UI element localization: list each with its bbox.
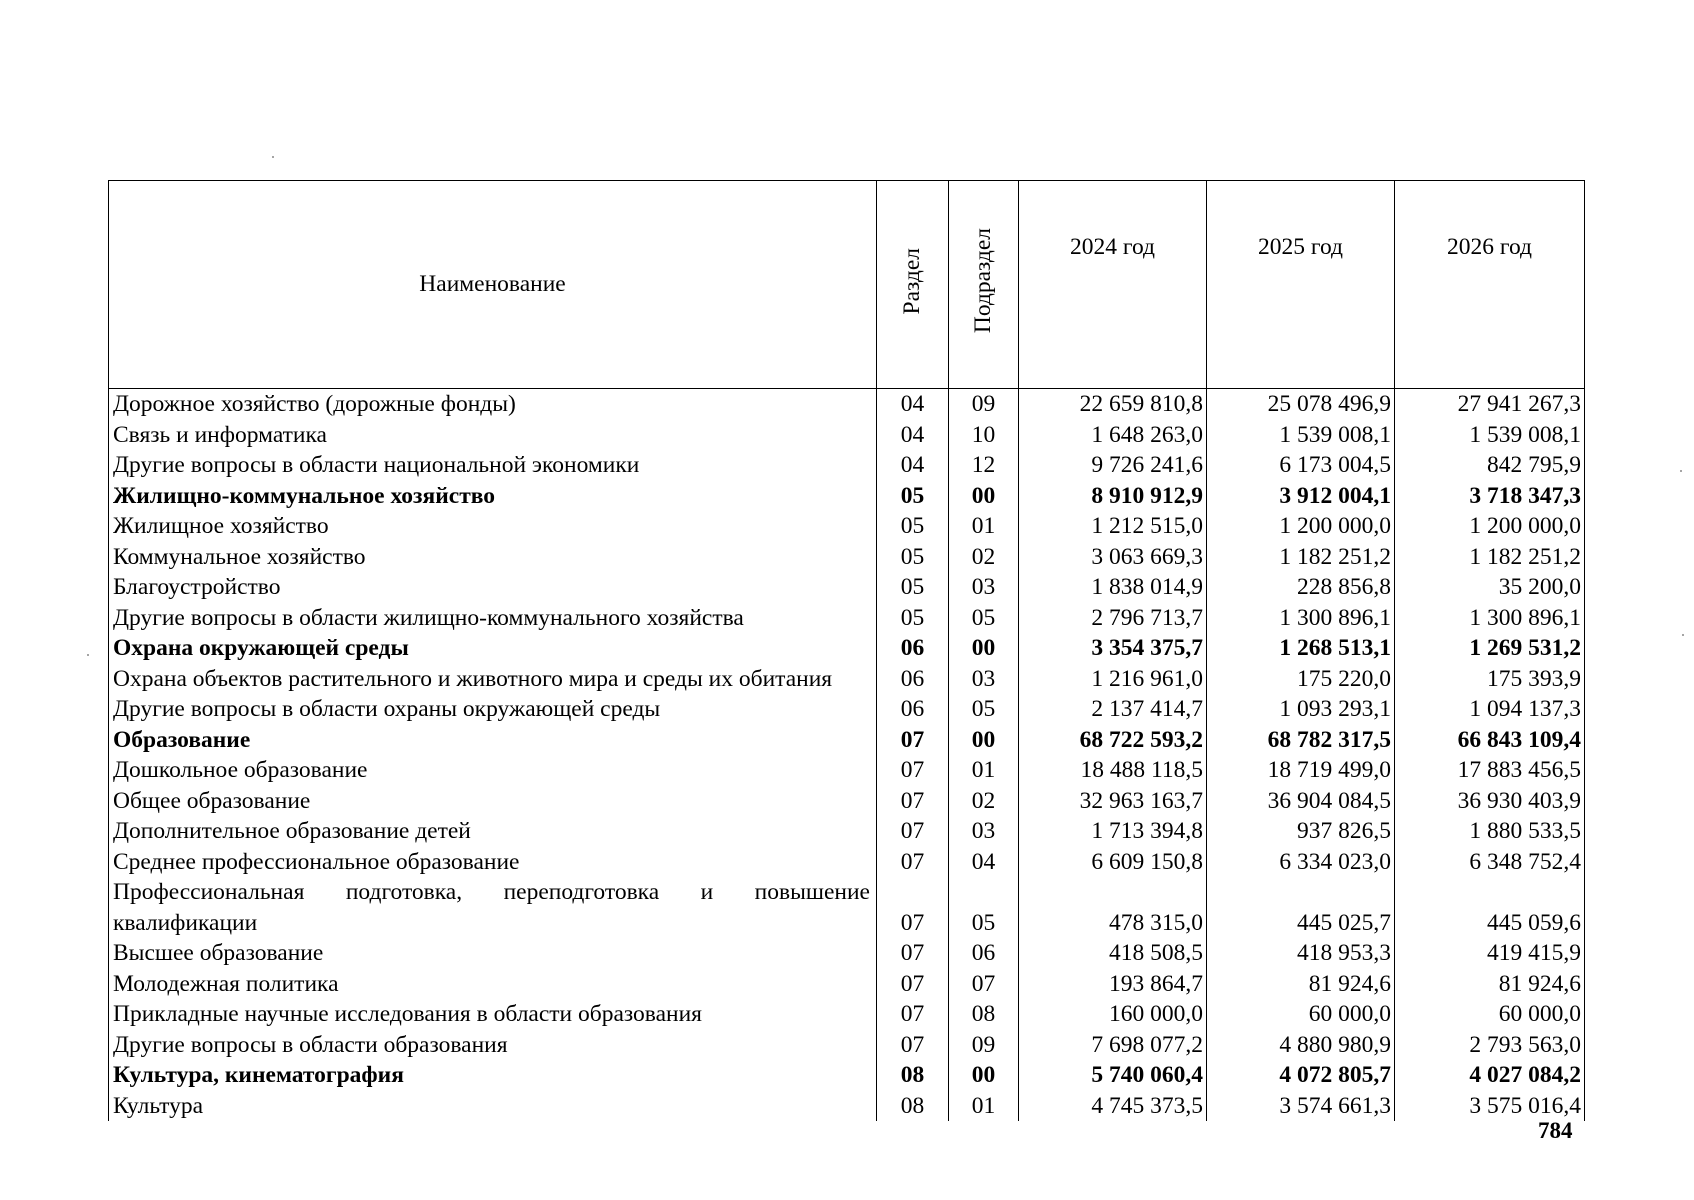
cell-2025: 228 856,8 xyxy=(1207,572,1395,603)
cell-2025: 175 220,0 xyxy=(1207,664,1395,695)
cell-2026: 419 415,9 xyxy=(1395,938,1585,969)
cell-2025: 937 826,5 xyxy=(1207,816,1395,847)
cell-2025: 445 025,7 xyxy=(1207,877,1395,938)
cell-2024: 3 063 669,3 xyxy=(1019,542,1207,573)
cell-2025: 1 539 008,1 xyxy=(1207,420,1395,451)
header-2024: 2024 год xyxy=(1019,181,1207,389)
scan-speck xyxy=(1682,634,1684,636)
table-row xyxy=(109,572,1585,603)
header-2026: 2026 год xyxy=(1395,181,1585,389)
cell-subsection: 00 xyxy=(949,481,1019,512)
cell-name: Другие вопросы в области национальной экономики xyxy=(109,450,877,481)
cell-2026: 3 575 016,4 xyxy=(1395,1091,1585,1122)
cell-name: Другие вопросы в области жилищно-коммунального хозяйства xyxy=(109,603,877,634)
cell-2025: 68 782 317,5 xyxy=(1207,725,1395,756)
cell-2026: 1 200 000,0 xyxy=(1395,511,1585,542)
cell-2024: 2 796 713,7 xyxy=(1019,603,1207,634)
table-row xyxy=(109,420,1585,451)
table-row xyxy=(109,755,1585,786)
cell-2026: 27 941 267,3 xyxy=(1395,389,1585,420)
cell-subsection: 01 xyxy=(949,511,1019,542)
cell-section: 04 xyxy=(877,450,949,481)
cell-2026: 3 718 347,3 xyxy=(1395,481,1585,512)
table-row xyxy=(109,1091,1585,1122)
table-row xyxy=(109,1060,1585,1091)
scan-speck xyxy=(87,654,89,656)
cell-2025: 6 173 004,5 xyxy=(1207,450,1395,481)
cell-subsection: 03 xyxy=(949,664,1019,695)
cell-2024: 1 648 263,0 xyxy=(1019,420,1207,451)
cell-2024: 6 609 150,8 xyxy=(1019,847,1207,878)
cell-2024: 3 354 375,7 xyxy=(1019,633,1207,664)
cell-2024: 1 838 014,9 xyxy=(1019,572,1207,603)
cell-2025: 1 093 293,1 xyxy=(1207,694,1395,725)
cell-2024: 68 722 593,2 xyxy=(1019,725,1207,756)
cell-name: Высшее образование xyxy=(109,938,877,969)
cell-name: Дошкольное образование xyxy=(109,755,877,786)
cell-subsection: 03 xyxy=(949,816,1019,847)
cell-subsection: 01 xyxy=(949,1091,1019,1122)
cell-subsection: 02 xyxy=(949,786,1019,817)
cell-subsection: 10 xyxy=(949,420,1019,451)
cell-section: 08 xyxy=(877,1091,949,1122)
cell-section: 06 xyxy=(877,633,949,664)
cell-2024: 193 864,7 xyxy=(1019,969,1207,1000)
header-subsection: Подраздел xyxy=(970,228,996,334)
cell-subsection: 00 xyxy=(949,725,1019,756)
cell-2026: 445 059,6 xyxy=(1395,877,1585,938)
table-row xyxy=(109,603,1585,634)
cell-section: 07 xyxy=(877,725,949,756)
cell-2024: 1 713 394,8 xyxy=(1019,816,1207,847)
cell-subsection: 07 xyxy=(949,969,1019,1000)
cell-name: Дополнительное образование детей xyxy=(109,816,877,847)
cell-2026: 1 880 533,5 xyxy=(1395,816,1585,847)
cell-2026: 4 027 084,2 xyxy=(1395,1060,1585,1091)
cell-subsection: 08 xyxy=(949,999,1019,1030)
cell-2025: 18 719 499,0 xyxy=(1207,755,1395,786)
header-name: Наименование xyxy=(109,181,877,389)
cell-2026: 1 094 137,3 xyxy=(1395,694,1585,725)
cell-subsection: 09 xyxy=(949,1030,1019,1061)
cell-subsection: 05 xyxy=(949,694,1019,725)
table-row xyxy=(109,633,1585,664)
cell-2026: 1 539 008,1 xyxy=(1395,420,1585,451)
cell-2024: 5 740 060,4 xyxy=(1019,1060,1207,1091)
cell-2025: 60 000,0 xyxy=(1207,999,1395,1030)
cell-section: 05 xyxy=(877,603,949,634)
table-row xyxy=(109,694,1585,725)
table-row xyxy=(109,847,1585,878)
cell-name: Образование xyxy=(109,725,877,756)
cell-2025: 1 300 896,1 xyxy=(1207,603,1395,634)
cell-section: 07 xyxy=(877,1030,949,1061)
table-row xyxy=(109,969,1585,1000)
cell-2024: 418 508,5 xyxy=(1019,938,1207,969)
cell-section: 05 xyxy=(877,481,949,512)
cell-2024: 160 000,0 xyxy=(1019,999,1207,1030)
header-section: Раздел xyxy=(899,247,925,315)
cell-name: Благоустройство xyxy=(109,572,877,603)
cell-2026: 2 793 563,0 xyxy=(1395,1030,1585,1061)
cell-name: Охрана окружающей среды xyxy=(109,633,877,664)
cell-2025: 4 072 805,7 xyxy=(1207,1060,1395,1091)
cell-name: Культура, кинематография xyxy=(109,1060,877,1091)
cell-2025: 1 182 251,2 xyxy=(1207,542,1395,573)
cell-section: 08 xyxy=(877,1060,949,1091)
cell-2026: 175 393,9 xyxy=(1395,664,1585,695)
table-row xyxy=(109,481,1585,512)
cell-2025: 1 268 513,1 xyxy=(1207,633,1395,664)
cell-2025: 3 574 661,3 xyxy=(1207,1091,1395,1122)
cell-subsection: 05 xyxy=(949,877,1019,938)
table-row xyxy=(109,786,1585,817)
table-row xyxy=(109,1030,1585,1061)
cell-section: 07 xyxy=(877,938,949,969)
cell-section: 07 xyxy=(877,755,949,786)
cell-name: Коммунальное хозяйство xyxy=(109,542,877,573)
cell-section: 04 xyxy=(877,389,949,420)
cell-name: Молодежная политика xyxy=(109,969,877,1000)
cell-2025: 418 953,3 xyxy=(1207,938,1395,969)
table-header-row xyxy=(109,181,1585,389)
cell-subsection: 00 xyxy=(949,1060,1019,1091)
cell-2025: 25 078 496,9 xyxy=(1207,389,1395,420)
cell-subsection: 02 xyxy=(949,542,1019,573)
cell-section: 04 xyxy=(877,420,949,451)
cell-name: Жилищно-коммунальное хозяйство xyxy=(109,481,877,512)
cell-2025: 81 924,6 xyxy=(1207,969,1395,1000)
cell-2024: 4 745 373,5 xyxy=(1019,1091,1207,1122)
cell-2024: 32 963 163,7 xyxy=(1019,786,1207,817)
cell-2026: 842 795,9 xyxy=(1395,450,1585,481)
table-row xyxy=(109,450,1585,481)
cell-2026: 81 924,6 xyxy=(1395,969,1585,1000)
header-section-cell xyxy=(877,181,949,389)
table-row xyxy=(109,725,1585,756)
cell-2025: 3 912 004,1 xyxy=(1207,481,1395,512)
cell-name: Охрана объектов растительного и животного мира и среды их обитания xyxy=(109,664,877,695)
cell-section: 07 xyxy=(877,877,949,938)
cell-2026: 66 843 109,4 xyxy=(1395,725,1585,756)
cell-2025: 1 200 000,0 xyxy=(1207,511,1395,542)
cell-2025: 6 334 023,0 xyxy=(1207,847,1395,878)
cell-2024: 1 212 515,0 xyxy=(1019,511,1207,542)
cell-subsection: 03 xyxy=(949,572,1019,603)
table-body xyxy=(109,389,1585,1122)
cell-name: Другие вопросы в области образования xyxy=(109,1030,877,1061)
cell-2024: 478 315,0 xyxy=(1019,877,1207,938)
cell-section: 05 xyxy=(877,572,949,603)
cell-2026: 60 000,0 xyxy=(1395,999,1585,1030)
cell-subsection: 05 xyxy=(949,603,1019,634)
cell-subsection: 01 xyxy=(949,755,1019,786)
table-row xyxy=(109,816,1585,847)
cell-section: 07 xyxy=(877,786,949,817)
cell-2024: 8 910 912,9 xyxy=(1019,481,1207,512)
table-row xyxy=(109,999,1585,1030)
cell-2024: 1 216 961,0 xyxy=(1019,664,1207,695)
cell-2025: 4 880 980,9 xyxy=(1207,1030,1395,1061)
cell-2024: 22 659 810,8 xyxy=(1019,389,1207,420)
cell-2026: 6 348 752,4 xyxy=(1395,847,1585,878)
cell-2024: 18 488 118,5 xyxy=(1019,755,1207,786)
cell-section: 06 xyxy=(877,694,949,725)
cell-2026: 36 930 403,9 xyxy=(1395,786,1585,817)
cell-2026: 1 182 251,2 xyxy=(1395,542,1585,573)
cell-name: Общее образование xyxy=(109,786,877,817)
cell-subsection: 04 xyxy=(949,847,1019,878)
table-row xyxy=(109,938,1585,969)
cell-section: 05 xyxy=(877,511,949,542)
cell-2026: 1 269 531,2 xyxy=(1395,633,1585,664)
cell-name: Дорожное хозяйство (дорожные фонды) xyxy=(109,389,877,420)
cell-section: 07 xyxy=(877,816,949,847)
cell-section: 07 xyxy=(877,847,949,878)
header-2025: 2025 год xyxy=(1207,181,1395,389)
cell-subsection: 06 xyxy=(949,938,1019,969)
scan-speck xyxy=(1680,470,1682,472)
cell-section: 05 xyxy=(877,542,949,573)
cell-section: 07 xyxy=(877,969,949,1000)
cell-subsection: 09 xyxy=(949,389,1019,420)
table-row xyxy=(109,511,1585,542)
cell-section: 06 xyxy=(877,664,949,695)
cell-2026: 17 883 456,5 xyxy=(1395,755,1585,786)
cell-name: Среднее профессиональное образование xyxy=(109,847,877,878)
cell-2024: 7 698 077,2 xyxy=(1019,1030,1207,1061)
cell-section: 07 xyxy=(877,999,949,1030)
cell-name: Профессиональная подготовка, переподготовка и повышение квалификации xyxy=(109,877,877,938)
budget-table xyxy=(108,180,1585,1121)
cell-2026: 35 200,0 xyxy=(1395,572,1585,603)
cell-2025: 36 904 084,5 xyxy=(1207,786,1395,817)
cell-2024: 2 137 414,7 xyxy=(1019,694,1207,725)
table-row xyxy=(109,877,1585,938)
cell-2024: 9 726 241,6 xyxy=(1019,450,1207,481)
scan-speck xyxy=(272,156,274,158)
table-row xyxy=(109,389,1585,420)
cell-name: Связь и информатика xyxy=(109,420,877,451)
table-row xyxy=(109,542,1585,573)
header-subsection-cell xyxy=(949,181,1019,389)
table-row xyxy=(109,664,1585,695)
cell-subsection: 12 xyxy=(949,450,1019,481)
cell-name: Жилищное хозяйство xyxy=(109,511,877,542)
cell-subsection: 00 xyxy=(949,633,1019,664)
page-number: 784 xyxy=(1538,1118,1573,1143)
cell-2026: 1 300 896,1 xyxy=(1395,603,1585,634)
cell-name: Прикладные научные исследования в области образования xyxy=(109,999,877,1030)
cell-name: Культура xyxy=(109,1091,877,1122)
cell-name: Другие вопросы в области охраны окружающей среды xyxy=(109,694,877,725)
